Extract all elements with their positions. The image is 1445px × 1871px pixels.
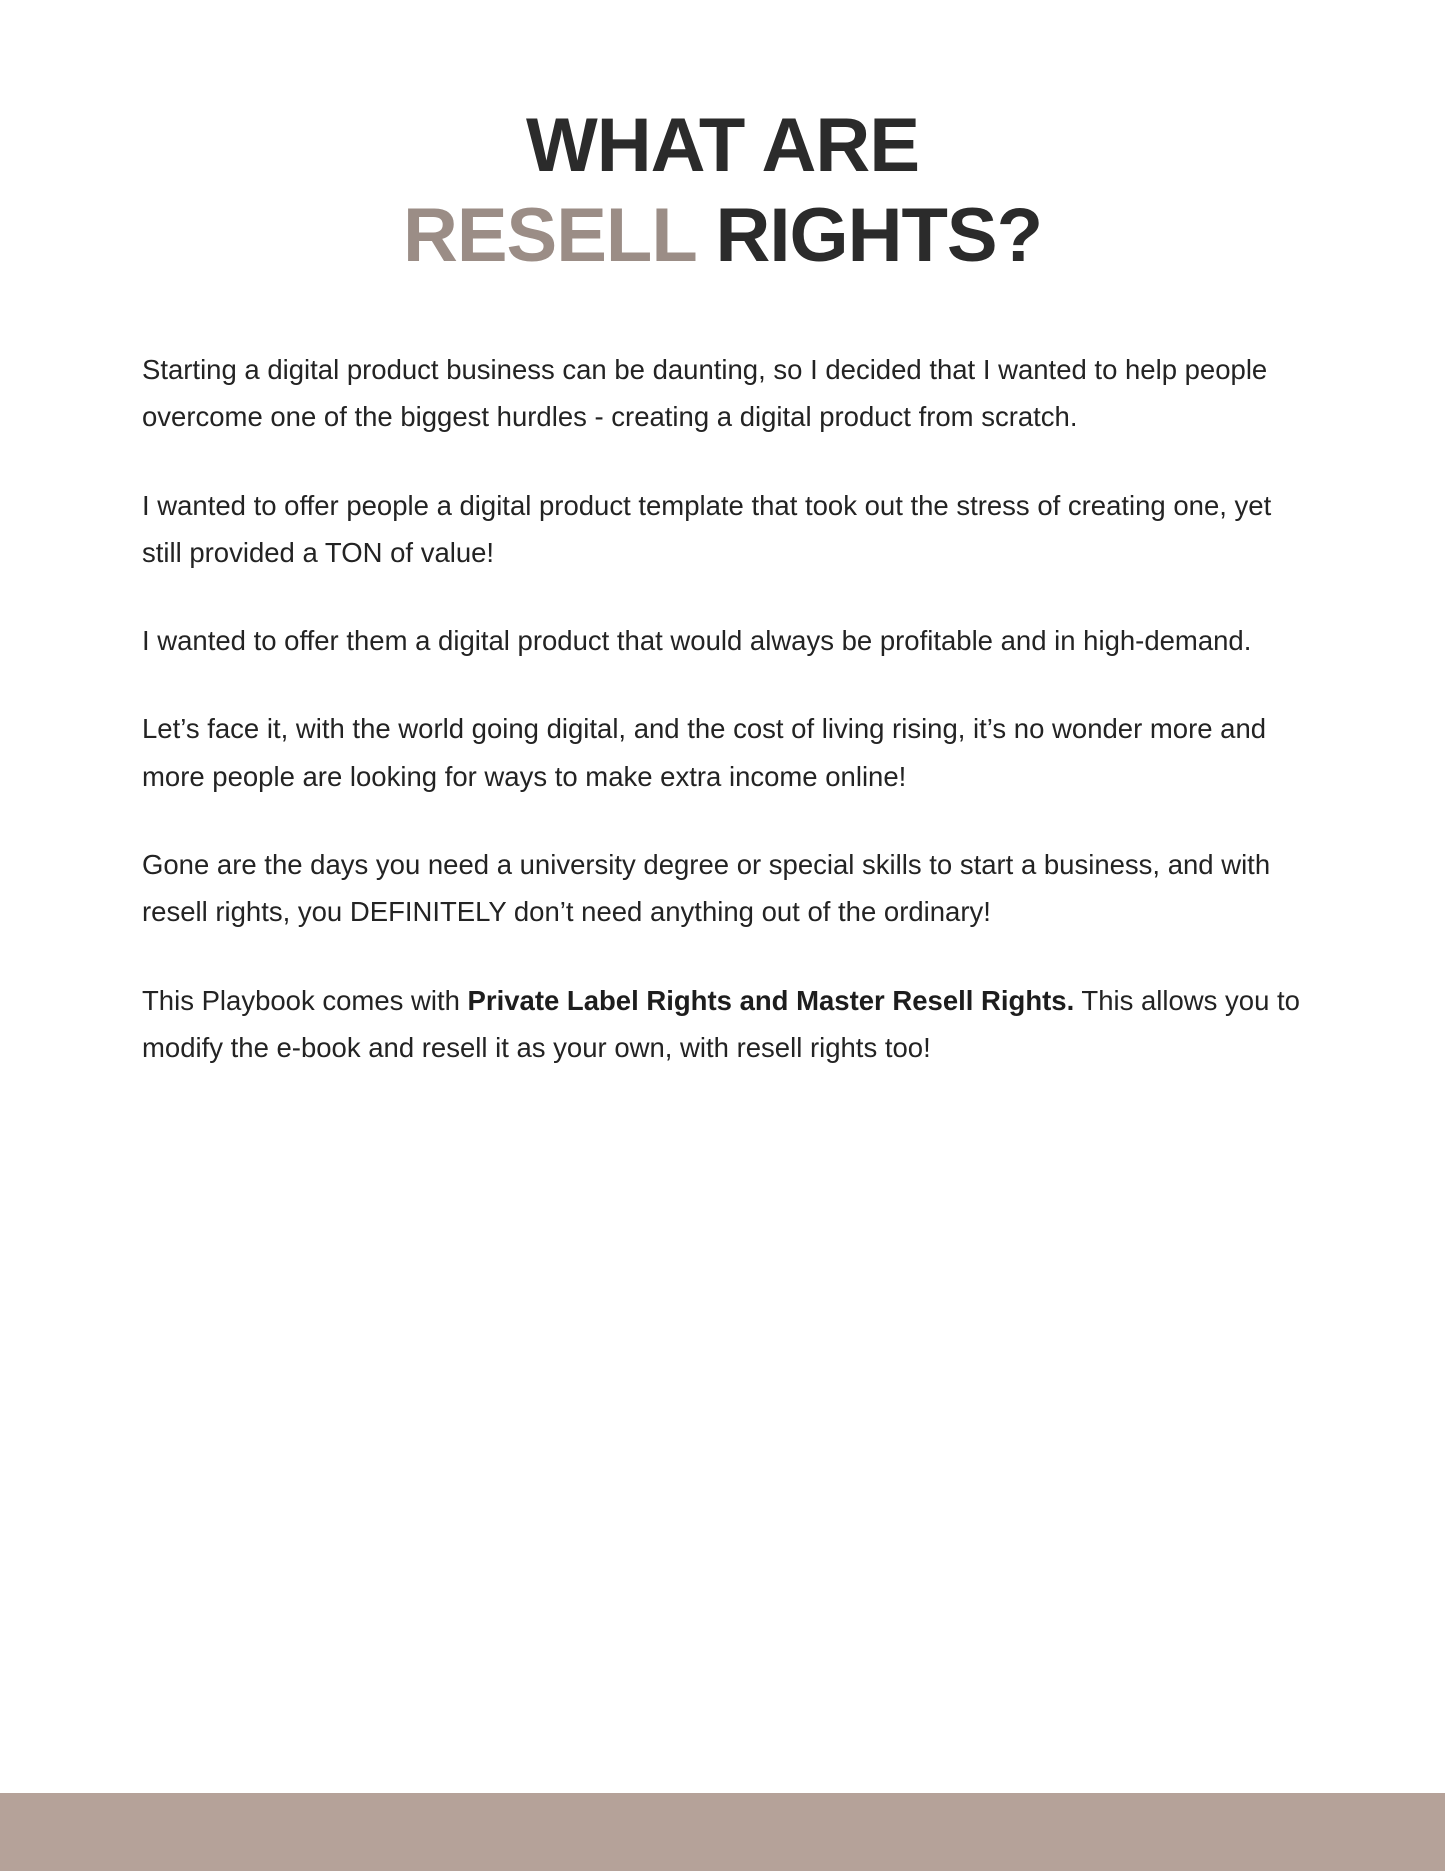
paragraph-world-digital: Let’s face it, with the world going digital, and the cost of living rising, it’s no wonder more and more people are looking for ways to make extra income online! [142, 713, 1267, 792]
title-accent-word: RESELL [402, 193, 696, 278]
closing-tail: This allows you to modify the e-book and resell it as your own, with resell rights too! [142, 984, 1300, 1063]
paragraph-profitable: I wanted to offer them a digital product that would always be profitable and in high-demand. [142, 625, 1252, 657]
closing-bold-rights: Private Label Rights and Master Resell Rights. [467, 984, 1075, 1016]
paragraph-closing [142, 977, 1305, 1072]
title-line-1: WHAT ARE [525, 103, 920, 188]
title-line-2-rest: RIGHTS? [695, 193, 1043, 278]
paragraph-intro: Starting a digital product business can be daunting, so I decided that I wanted to help people overcome one of the biggest hurdles - creating a digital product from scratch. [142, 354, 1268, 433]
body-content [0, 346, 1445, 1071]
paragraph-template-offer: I wanted to offer people a digital product template that took out the stress of creating one, yet still provided a TON of value! [142, 489, 1272, 568]
page-title [0, 0, 1445, 278]
closing-lead: This Playbook comes with [142, 984, 468, 1016]
title-line-2 [0, 193, 1445, 278]
paragraph-no-degree: Gone are the days you need a university degree or special skills to start a business, and with resell rights, you DEFINITELY don’t need anything out of the ordinary! [142, 849, 1271, 928]
footer-bar [0, 1793, 1445, 1871]
